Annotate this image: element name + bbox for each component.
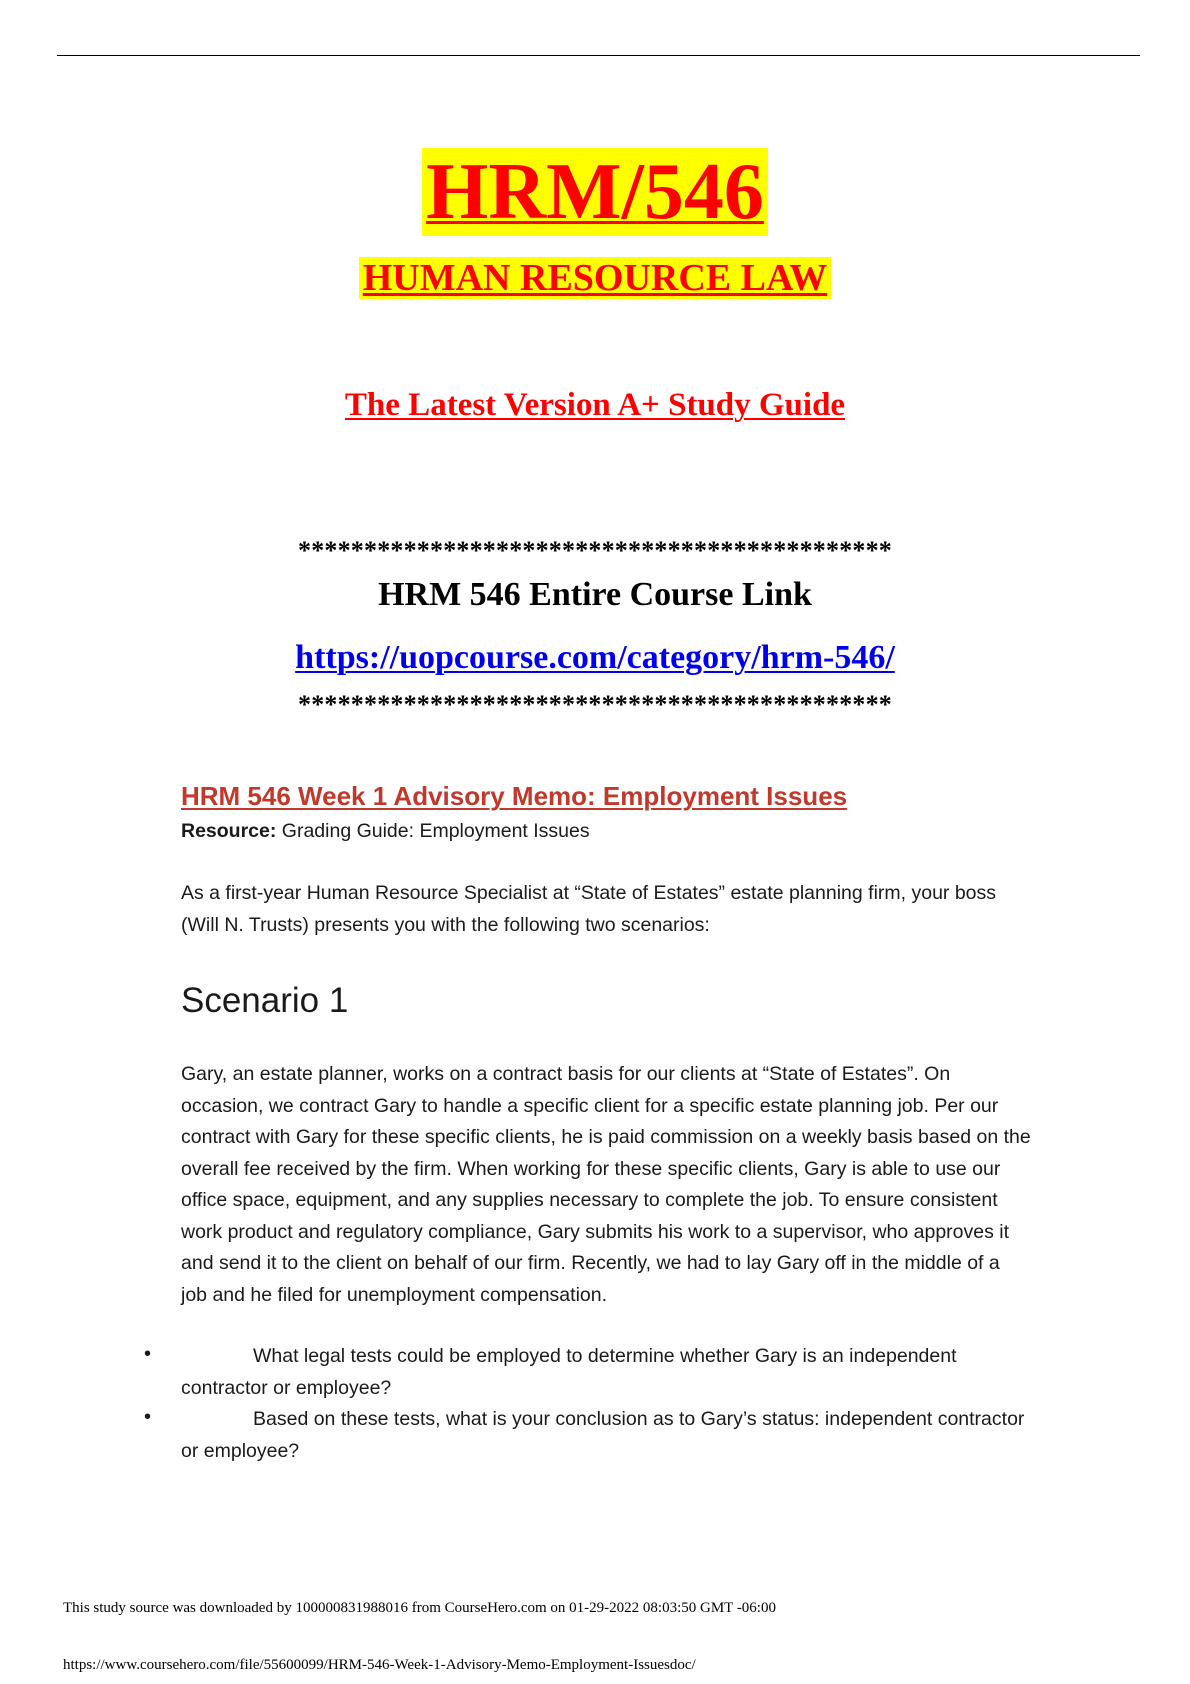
course-code-text: HRM/546 <box>422 148 768 236</box>
stars-divider-top: ********************************************* <box>298 536 892 565</box>
bullet-icon: • <box>144 1343 152 1365</box>
course-link-label: HRM 546 Entire Course Link <box>378 576 812 613</box>
scenario-heading: Scenario 1 <box>181 981 349 1020</box>
study-guide-title: The Latest Version A+ Study Guide <box>344 387 846 423</box>
course-link[interactable]: https://uopcourse.com/category/hrm-546/ <box>295 639 895 676</box>
resource-label: Resource: <box>181 820 277 842</box>
course-link-container <box>0 638 1190 678</box>
stars-divider-bottom: ********************************************* <box>298 690 892 719</box>
resource-line <box>181 816 1031 848</box>
bullet-icon: • <box>144 1406 152 1428</box>
intro-paragraph: As a first-year Human Resource Specialist at “State of Estates” estate planning firm, your boss (Will N. Trusts) presents you with the following two scenarios: <box>181 882 997 936</box>
scenario-paragraph: Gary, an estate planner, works on a contract basis for our clients at “State of Estates”. On occasion, we contract Gary to handle a specific client for a specific estate planning job. Per our contract with Gary for these specific clients, he is paid commission on a weekly basis based on the overall fee received by the firm. When working for these specific clients, Gary is able to use our office space, equipment, and any supplies necessary to complete the job. To ensure consistent work product and regulatory compliance, Gary submits his work to a supervisor, who approves it and send it to the client on behalf of our firm. Recently, we had to lay Gary off in the middle of a job and he filed for unemployment compensation. <box>181 1063 1031 1306</box>
assignment-heading[interactable]: HRM 546 Week 1 Advisory Memo: Employment Issues <box>181 781 848 811</box>
question-list-item <box>144 1341 1031 1404</box>
question-list-item <box>144 1404 1031 1467</box>
course-name-text: HUMAN RESOURCE LAW <box>359 257 831 299</box>
footer-url: https://www.coursehero.com/file/55600099/HRM-546-Week-1-Advisory-Memo-Employment-Issuesdoc/ <box>63 1657 696 1673</box>
course-code-title <box>0 146 1190 238</box>
resource-value: Grading Guide: Employment Issues <box>276 820 590 842</box>
question-text: What legal tests could be employed to determine whether Gary is an independent contractor or employee? <box>181 1345 957 1399</box>
footer-source-note: This study source was downloaded by 100000831988016 from CourseHero.com on 01-29-2022 08:03:50 GMT -06:00 <box>63 1600 776 1616</box>
course-name-title <box>0 256 1190 300</box>
top-rule <box>57 55 1140 56</box>
question-text: Based on these tests, what is your conclusion as to Gary’s status: independent contractor or employee? <box>181 1408 1025 1462</box>
